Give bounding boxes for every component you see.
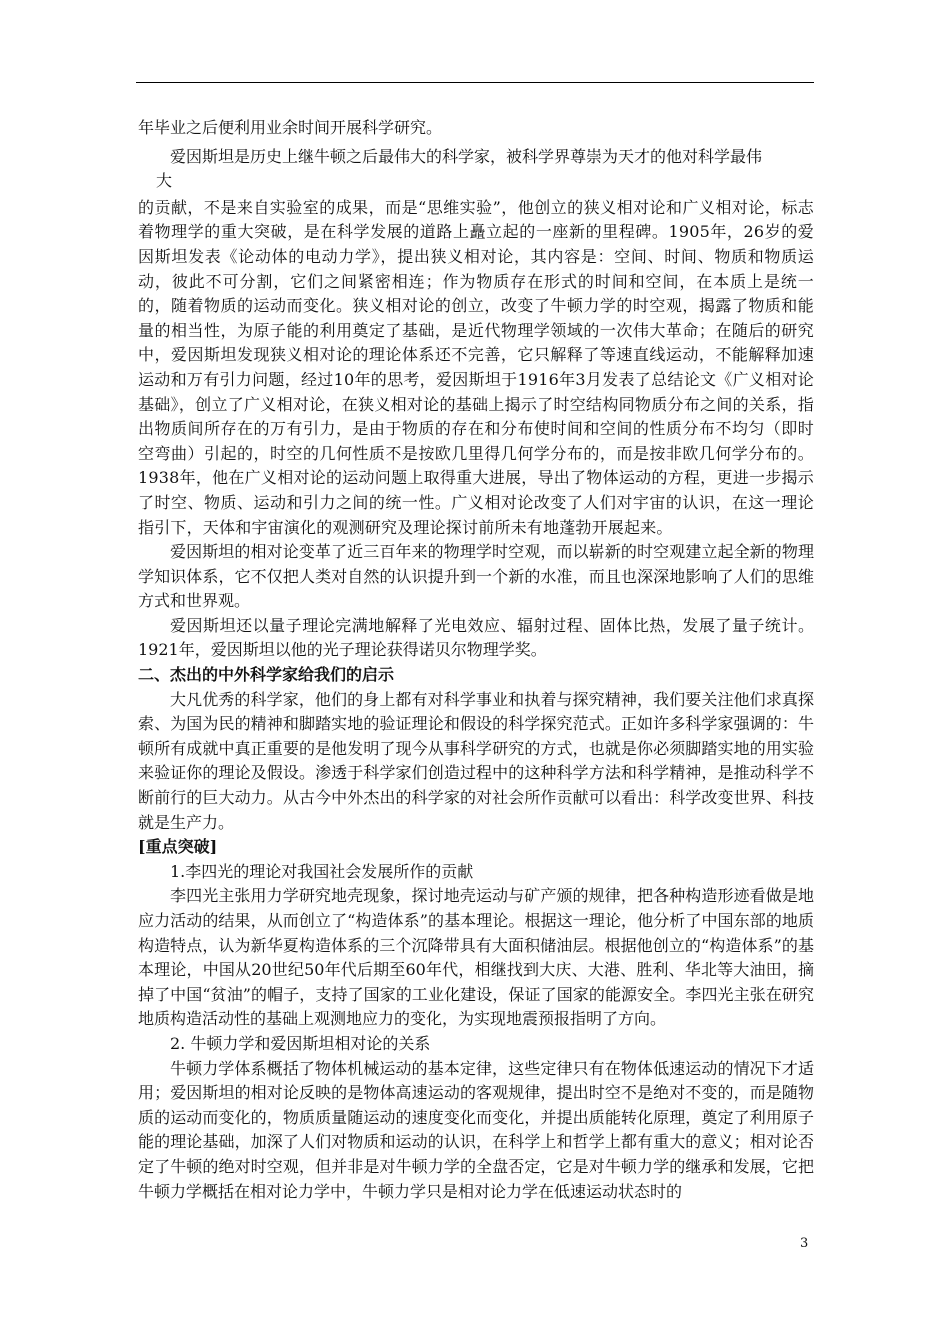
paragraph-inspiration: 大凡优秀的科学家，他们的身上都有对科学事业和执着与探究精神，我们要关注他们求真探索、为国为民的精神和脚踏实地的验证理论和假设的科学探究范式。正如许多科学家强调的：牛顿所有成就中真正重要的是他发明了现今从事科学研究的方式，也就是你必须脚踏实地的用实验来验证你的理论及假设。渗透于科学家们创造过程中的这种科学方法和科学精神，是推动科学不断前行的巨大动力。从古今中外杰出的科学家的对社会所作贡献可以看出：科学改变世界、科技就是生产力。 (138, 689, 814, 832)
paragraph-relativity: 的贡献，不是来自实验室的成果，而是“思维实验”，他创立的狭义相对论和广义相对论，标志着物理学的重大突破，是在科学发展的道路上矗立起的一座新的里程碑。1905年，26岁的爱因斯坦发表《论动体的电动力学》，提出狭义相对论，其内容是：空间、时间、物质和物质运动，彼此不可分割，它们之间紧密相连；作为物质存在形式的时间和空间，在本质上是统一的，随着物质的运动而变化。狭义相对论的创立，改变了牛顿力学的时空观，揭露了物质和能量的相当性，为原子能的利用奠定了基础，是近代物理学领域的一次伟大革命；在随后的研究中，爱因斯坦发现狭义相对论的理论体系还不完善，它只解释了等速直线运动，不能解释加速运动和万有引力问题，经过10年的思考，爱因斯坦于1916年3月发表了总结论文《广义相对论基础》，创立了广义相对论，在狭义相对论的基础上揭示了时空结构同物质分布之间的关系，指出物质间所存在的万有引力，是由于物质的存在和分布使时间和空间的性质分布不均匀（即时空弯曲）引起的，时空的几何性质不是按欧几里得几何学分布的，而是按非欧几何学分布的。1938年，他在广义相对论的运动问题上取得重大进展，导出了物体运动的方程，更进一步揭示了时空、物质、运动和引力之间的统一性。广义相对论改变了人们对宇宙的认识，在这一理论指引下，天体和宇宙演化的观测研究及理论探讨前所未有地蓬勃开展起来。 (138, 197, 814, 537)
paragraph-quantum: 爱因斯坦还以量子理论完满地解释了光电效应、辐射过程、固体比热，发展了量子统计。1921年，爱因斯坦以他的光子理论获得诺贝尔物理学奖。 (138, 615, 814, 660)
page-number: 3 (800, 1236, 809, 1251)
paragraph-spacetime-view: 爱因斯坦的相对论变革了近三百年来的物理学时空观，而以崭新的时空观建立起全新的物理学知识体系，它不仅把人类对自然的认识提升到一个新的水准，而且也深深地影响了人们的思维方式和世界观。 (138, 542, 814, 611)
paragraph-orphan-char: 大 (156, 171, 173, 191)
paragraph-continuation: 年毕业之后便利用业余时间开展科学研究。 (138, 118, 443, 137)
paragraph-einstein-intro: 爱因斯坦是历史上继牛顿之后最伟大的科学家，被科学界尊崇为天才的他对科学最伟 (170, 146, 763, 166)
document-body (138, 116, 814, 1204)
key-points-heading: [重点突破] (138, 837, 218, 857)
paragraph-newton-einstein: 牛顿力学体系概括了物体机械运动的基本定律，这些定律只有在物体低速运动的情况下才适用；爱因斯坦的相对论反映的是物体高速运动的客观规律，提出时空不是绝对不变的，而是随物质的运动而变化的，物质质量随运动的速度变化而变化，并提出质能转化原理，奠定了利用原子能的理论基础，加深了人们对物质和运动的认识，在科学上和哲学上都有重大的意义；相对论否定了牛顿的绝对时空观，但并非是对牛顿力学的全盘否定，它是对牛顿力学的继承和发展，它把牛顿力学概括在相对论力学中，牛顿力学只是相对论力学在低速运动状态时的 (138, 1058, 814, 1201)
section-heading: 二、杰出的中外科学家给我们的启示 (138, 665, 395, 685)
paragraph-li-siguang: 李四光主张用力学研究地壳现象，探讨地壳运动与矿产颁的规律，把各种构造形迹看做是地应力活动的结果，从而创立了“构造体系”的基本理论。根据这一理论，他分析了中国东部的地质构造特点，认为新华夏构造体系的三个沉降带具有大面积储油层。根据他创立的“构造体系”的基本理论，中国从20世纪50年代后期至60年代，相继找到大庆、大港、胜利、华北等大油田，摘掉了中国“贫油”的帽子，支持了国家的工业化建设，保证了国家的能源安全。李四光主张在研究地质构造活动性的基础上观测地应力的变化，为实现地震预报指明了方向。 (138, 886, 814, 1029)
list-item-newton-einstein: 2. 牛顿力学和爱因斯坦相对论的关系 (170, 1033, 431, 1053)
header-rule (136, 82, 814, 83)
list-item-li-siguang: 1.李四光的理论对我国社会发展所作的贡献 (170, 861, 474, 881)
